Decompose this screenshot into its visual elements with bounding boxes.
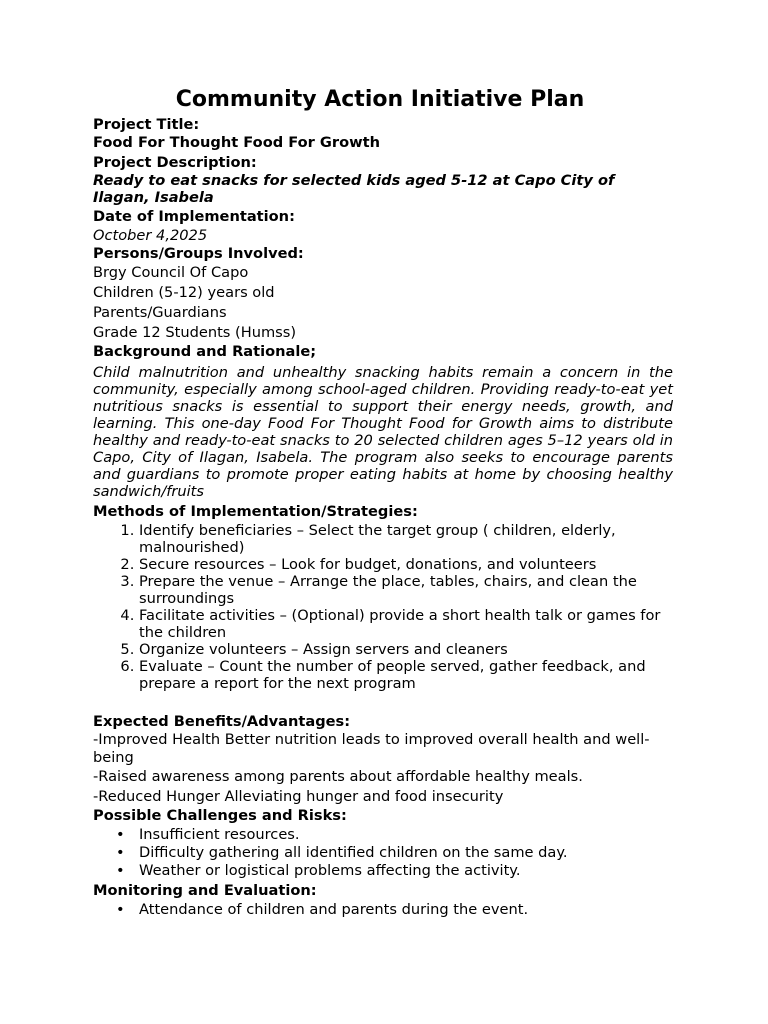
challenges-item-text: Weather or logistical problems affecting the activity. xyxy=(139,862,521,879)
monitoring-label: Monitoring and Evaluation: xyxy=(93,882,317,899)
challenges-list xyxy=(93,826,673,880)
benefits-label: Expected Benefits/Advantages: xyxy=(93,713,351,730)
background-text: Child malnutrition and unhealthy snacking habits remain a concern in the community, especially among school-aged children. Providing ready-to-eat yet nutritious snacks is essential to support their energy needs, growth, and learning. This one-day Food For Thought Food for Growth aims to distribute healthy and ready-to-eat snacks to 20 selected children ages 5–12 years old in Capo, City of Ilagan, Isabela. The program also seeks to encourage parents and guardians to promote proper eating habits at home by choosing healthy sandwich/fruits xyxy=(93,364,673,500)
persons-item: Children (5-12) years old xyxy=(93,284,275,301)
background-label: Background and Rationale; xyxy=(93,343,317,360)
date-value: October 4,2025 xyxy=(93,227,208,244)
methods-item: 3. Prepare the venue – Arrange the place, tables, chairs, and clean the surroundings xyxy=(139,573,673,607)
benefits-item: -Improved Health Better nutrition leads to improved overall health and well-being xyxy=(93,731,650,766)
project-title-value: Food For Thought Food For Growth xyxy=(93,134,380,151)
methods-list xyxy=(93,522,673,692)
methods-item: 2. Secure resources – Look for budget, donations, and volunteers xyxy=(139,556,673,573)
project-description-value: Ready to eat snacks for selected kids aged 5-12 at Capo City of Ilagan, Isabela xyxy=(93,172,615,206)
challenges-item xyxy=(116,826,673,844)
challenges-item xyxy=(116,862,673,880)
challenges-label: Possible Challenges and Risks: xyxy=(93,807,347,824)
monitoring-list xyxy=(93,901,673,919)
persons-item: Brgy Council Of Capo xyxy=(93,264,249,281)
challenges-item-text: Insufficient resources. xyxy=(139,826,300,843)
challenges-item-text: Difficulty gathering all identified children on the same day. xyxy=(139,844,568,861)
bullet-icon: • xyxy=(116,901,125,918)
monitoring-item-text: Attendance of children and parents during the event. xyxy=(139,901,529,918)
bullet-icon: • xyxy=(116,844,125,861)
spacer xyxy=(93,692,673,713)
date-label: Date of Implementation: xyxy=(93,208,295,225)
persons-item: Parents/Guardians xyxy=(93,304,227,321)
project-description-label: Project Description: xyxy=(93,154,257,171)
methods-label: Methods of Implementation/Strategies: xyxy=(93,503,418,520)
methods-item: 5. Organize volunteers – Assign servers and cleaners xyxy=(139,641,673,658)
document-page xyxy=(93,86,673,919)
bullet-icon: • xyxy=(116,826,125,843)
challenges-item xyxy=(116,844,673,862)
benefits-item: -Reduced Hunger Alleviating hunger and food insecurity xyxy=(93,788,504,805)
methods-item: 1. Identify beneficiaries – Select the target group ( children, elderly, malnourished) xyxy=(139,522,673,556)
methods-item: 6. Evaluate – Count the number of people served, gather feedback, and prepare a report for the next program xyxy=(139,658,673,692)
bullet-icon: • xyxy=(116,862,125,879)
methods-item: 4. Facilitate activities – (Optional) provide a short health talk or games for the children xyxy=(139,607,673,641)
monitoring-item xyxy=(116,901,673,919)
benefits-item: -Raised awareness among parents about affordable healthy meals. xyxy=(93,768,583,785)
persons-item: Grade 12 Students (Humss) xyxy=(93,324,297,341)
document-title: Community Action Initiative Plan xyxy=(175,87,585,112)
project-title-label: Project Title: xyxy=(93,116,200,133)
persons-label: Persons/Groups Involved: xyxy=(93,245,304,262)
